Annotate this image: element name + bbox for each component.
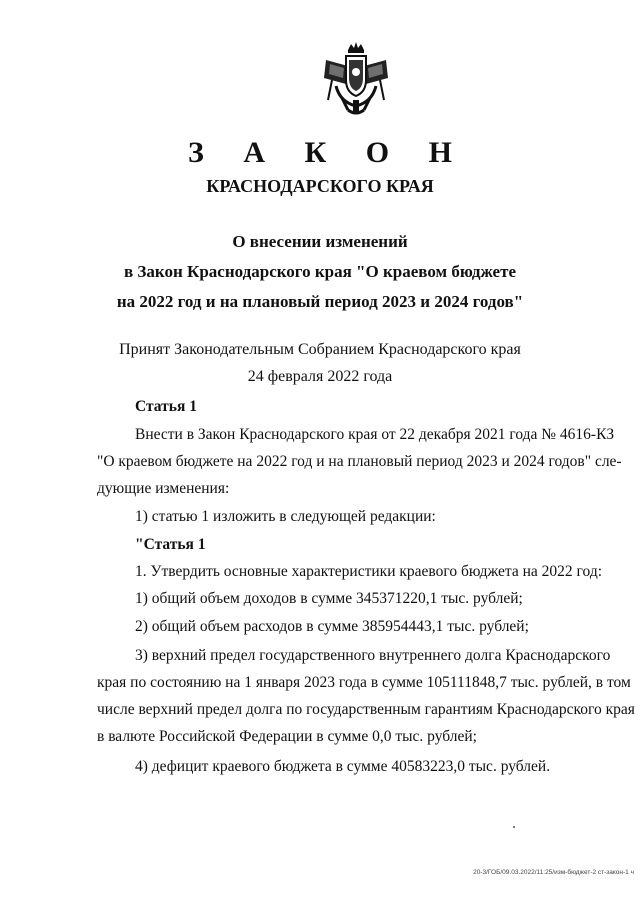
subject-line-1: О внесении изменений [232,232,408,251]
subpoint-2: 2) общий объем расходов в сумме 385954443,1 тыс. рублей; [135,618,529,635]
adopted-date: 24 февраля 2022 года [247,368,393,385]
point-1: 1. Утвердить основные характеристики краевого бюджета на 2022 год: [135,563,603,580]
intro-line-1: Внести в Закон Краснодарского края от 22 декабря 2021 года № 4616-КЗ [135,426,615,443]
subpoint-3-line-2: края по состоянию на 1 января 2023 года в сумме 105111848,7 тыс. рублей, в том [97,674,631,691]
adopted-by: Принят Законодательным Собранием Краснодарского края [119,341,521,358]
amendment-item-1: 1) статью 1 изложить в следующей редакции: [135,508,436,525]
subject-line-3: на 2022 год и на плановый период 2023 и 2024 годов" [116,292,524,311]
scan-speck [513,826,515,828]
subpoint-1: 1) общий объем доходов в сумме 345371220,1 тыс. рублей; [135,590,523,607]
subpoint-3-line-1: 3) верхний предел государственного внутреннего долга Краснодарского [135,647,611,664]
subpoint-3-line-4: в валюте Российской Федерации в сумме 0,0 тыс. рублей; [97,728,477,745]
subject-line-2: в Закон Краснодарского края "О краевом бюджете [123,262,516,281]
coat-of-arms-icon [318,40,394,120]
subpoint-3-line-3: числе верхний предел долга по государственным гарантиям Краснодарского края [97,701,635,718]
intro-line-2: "О краевом бюджете на 2022 год и на плановый период 2023 и 2024 годов" сле- [97,453,622,470]
document-type-title: З А К О Н [188,136,468,169]
subpoint-4: 4) дефицит краевого бюджета в сумме 40583223,0 тыс. рублей. [135,758,551,775]
intro-line-3: дующие изменения: [97,480,230,497]
quoted-article-heading: "Статья 1 [135,536,206,553]
article-heading: Статья 1 [135,398,197,415]
region-title: КРАСНОДАРСКОГО КРАЯ [206,176,434,196]
file-stamp: 20-3/ГОБ/09.03.2022/11:25/изм-бюджет-2 ст-закон-1 ч [473,869,634,876]
